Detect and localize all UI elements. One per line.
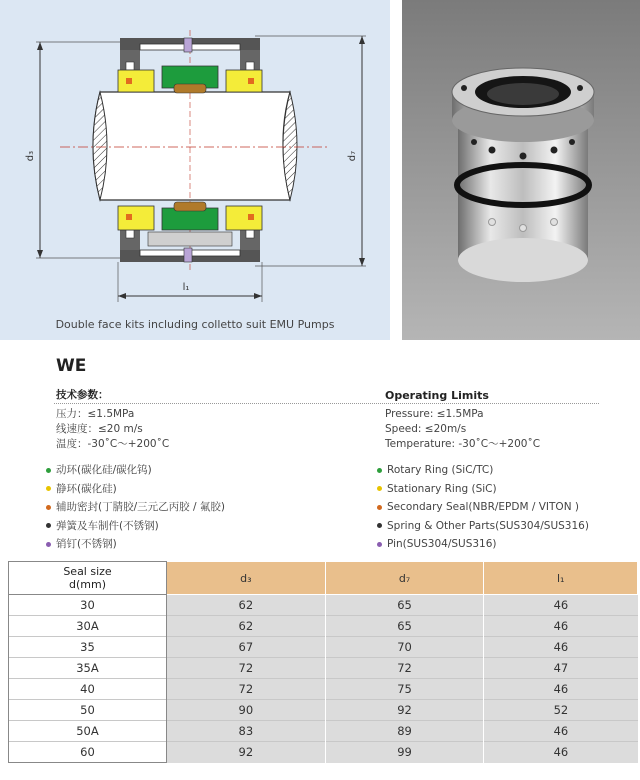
dim-l1-label: l₁	[182, 282, 190, 293]
cell-l1: 47	[484, 658, 638, 679]
legend-item-cn	[46, 517, 225, 536]
legend-label: 辅助密封(丁腈胶/三元乙丙胶 / 氟胶)	[56, 501, 225, 513]
table-header-row	[9, 562, 638, 595]
seal-size-table	[8, 561, 638, 763]
cell-l1: 52	[484, 700, 638, 721]
cell-l1: 46	[484, 742, 638, 763]
legend-item-en	[377, 498, 589, 517]
legend-label: Spring & Other Parts(SUS304/SUS316)	[387, 519, 589, 532]
table-row	[9, 616, 638, 637]
legend-item-cn	[46, 461, 225, 480]
lower-seal-assembly	[118, 202, 262, 262]
table-row	[9, 595, 638, 616]
param-en-temperature: Temperature: -30˚C～+200˚C	[385, 438, 541, 450]
cell-d7: 92	[325, 700, 484, 721]
dim-d7-label: d₇	[347, 150, 358, 162]
cell-l1: 46	[484, 595, 638, 616]
header-d3: d₃	[167, 562, 326, 595]
legend-item-cn	[46, 498, 225, 517]
cell-d3: 67	[167, 637, 326, 658]
cell-d7: 70	[325, 637, 484, 658]
cell-d7: 65	[325, 595, 484, 616]
seal-cross-section-diagram	[0, 0, 390, 340]
legend-dot-orange	[46, 505, 51, 510]
legend-item-en	[377, 535, 589, 554]
shaft	[93, 92, 297, 200]
table-row	[9, 658, 638, 679]
cell-d7: 99	[325, 742, 484, 763]
table-row	[9, 700, 638, 721]
legend-dot-purple	[46, 542, 51, 547]
legend-label: 弹簧及车制件(不锈钢)	[56, 519, 159, 532]
product-title: WE	[56, 356, 87, 376]
product-photo	[402, 0, 640, 340]
legend-label: 销钉(不锈钢)	[56, 538, 117, 550]
cell-d7: 65	[325, 616, 484, 637]
cell-d7: 89	[325, 721, 484, 742]
legend-dot-black	[46, 523, 51, 528]
legend-label: Secondary Seal(NBR/EPDM / VITON )	[387, 501, 579, 513]
cell-seal-size: 50A	[9, 721, 167, 742]
legend-item-cn	[46, 535, 225, 554]
param-en-speed: Speed: ≤20m/s	[385, 423, 467, 435]
header-l1: l₁	[484, 562, 638, 595]
diagram-drawing	[0, 0, 390, 340]
header-d7: d₇	[325, 562, 484, 595]
legend-label: Stationary Ring (SiC)	[387, 482, 497, 495]
material-legend-chinese	[46, 461, 225, 554]
legend-dot-green	[46, 468, 51, 473]
cell-seal-size: 35	[9, 637, 167, 658]
legend-label: Pin(SUS304/SUS316)	[387, 538, 497, 550]
legend-item-en	[377, 517, 589, 536]
legend-dot-green	[377, 468, 382, 473]
cell-d3: 83	[167, 721, 326, 742]
cell-seal-size: 35A	[9, 658, 167, 679]
params-en-heading: Operating Limits	[385, 389, 489, 402]
cell-d3: 62	[167, 616, 326, 637]
cell-seal-size: 30A	[9, 616, 167, 637]
cell-d3: 62	[167, 595, 326, 616]
cell-l1: 46	[484, 637, 638, 658]
legend-dot-black	[377, 523, 382, 528]
cell-seal-size: 50	[9, 700, 167, 721]
cell-d7: 72	[325, 658, 484, 679]
params-chinese	[56, 388, 169, 452]
cell-d3: 90	[167, 700, 326, 721]
param-cn-pressure: 压力：≤1.5MPa	[56, 408, 135, 420]
params-cn-heading: 技术参数：	[56, 389, 109, 401]
material-legend-english	[377, 461, 589, 554]
header-seal-size	[9, 562, 167, 595]
legend-item-en	[377, 480, 589, 499]
table-row	[9, 637, 638, 658]
cell-seal-size: 60	[9, 742, 167, 763]
header-seal-size-line2: d(mm)	[69, 578, 106, 591]
legend-dot-purple	[377, 542, 382, 547]
legend-dot-orange	[377, 505, 382, 510]
table-row	[9, 721, 638, 742]
table-row	[9, 742, 638, 763]
legend-dot-yellow	[46, 486, 51, 491]
cell-d3: 72	[167, 658, 326, 679]
legend-label: Rotary Ring (SiC/TC)	[387, 464, 494, 476]
legend-label: 静环(碳化硅)	[56, 482, 117, 495]
param-cn-temperature: 温度：-30˚C～+200˚C	[56, 438, 170, 450]
dim-d3-label: d₃	[25, 150, 36, 162]
param-en-pressure: Pressure: ≤1.5MPa	[385, 408, 484, 420]
legend-dot-yellow	[377, 486, 382, 491]
legend-item-en	[377, 461, 589, 480]
params-english	[385, 388, 540, 452]
legend-label: 动环(碳化硅/碳化钨)	[56, 464, 152, 476]
param-cn-speed: 线速度：≤20 m/s	[56, 423, 143, 435]
seal-photo-illustration	[402, 0, 640, 340]
cell-d7: 75	[325, 679, 484, 700]
cell-l1: 46	[484, 679, 638, 700]
cell-d3: 92	[167, 742, 326, 763]
table-row	[9, 679, 638, 700]
cell-l1: 46	[484, 616, 638, 637]
cell-seal-size: 40	[9, 679, 167, 700]
legend-item-cn	[46, 480, 225, 499]
cell-l1: 46	[484, 721, 638, 742]
header-seal-size-line1: Seal size	[63, 565, 112, 578]
cell-seal-size: 30	[9, 595, 167, 616]
diagram-caption: Double face kits including colletto suit EMU Pumps	[55, 318, 335, 331]
cell-d3: 72	[167, 679, 326, 700]
upper-seal-assembly	[118, 38, 262, 93]
